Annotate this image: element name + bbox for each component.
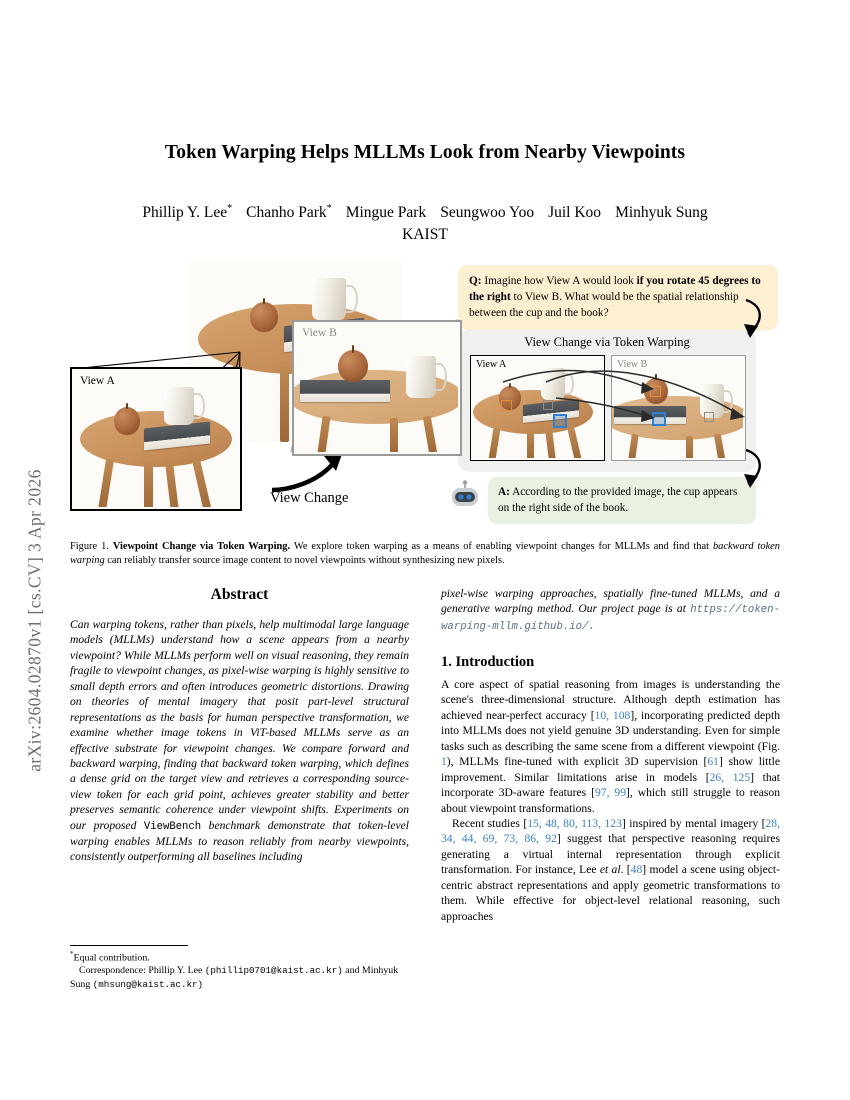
- question-prefix: Q:: [469, 274, 482, 287]
- footnote: [70, 945, 409, 991]
- question-text-bold: if you rotate 45 degrees to the right: [469, 274, 761, 303]
- answer-text: According to the provided image, the cup appears on the right side of the book.: [498, 485, 738, 514]
- caption-text-1: We explore token warping as a means of enabling viewpoint changes for MLLMs and find that: [290, 540, 713, 552]
- caption-italic: backward token warping: [70, 540, 780, 567]
- token-correspondence-arrows: [458, 330, 756, 472]
- view-change-arrow-icon: [266, 450, 356, 496]
- question-text-2: to View B. What would be the spatial relationship between the cup and the book?: [469, 290, 739, 319]
- book-object: [300, 380, 390, 402]
- figure-caption: [70, 540, 780, 569]
- author: Juil Koo: [548, 204, 602, 222]
- author: Minhyuk Sung: [615, 204, 708, 222]
- author-mark: *: [227, 203, 233, 214]
- view-b-label: View B: [302, 326, 337, 339]
- paper-page: [70, 0, 780, 1100]
- caption-number: Figure 1.: [70, 540, 109, 552]
- citation[interactable]: 48: [630, 863, 643, 877]
- token-warping-panel: [458, 330, 756, 472]
- section-heading-introduction: 1. Introduction: [441, 653, 535, 670]
- question-text-1: Imagine how View A would look: [481, 274, 637, 287]
- author: Mingue Park: [345, 204, 427, 222]
- citation[interactable]: 61: [707, 755, 719, 769]
- page-title: Token Warping Helps MLLMs Look from Nearby Viewpoints: [164, 142, 686, 163]
- author: Phillip Y. Lee*: [142, 203, 233, 222]
- email-author-2[interactable]: (mhsung@kaist.ac.kr): [92, 978, 204, 990]
- abstract-heading: Abstract: [210, 585, 269, 603]
- mug-object: [406, 356, 436, 398]
- abstract-p3: pixel-wise warping approaches, spatially fine-tuned MLLMs, and a generative warping method. Our project page is at: [441, 586, 780, 616]
- view-change-label: View Change: [270, 489, 349, 506]
- affiliation: KAIST: [402, 225, 448, 243]
- citation[interactable]: 26, 125: [709, 770, 751, 784]
- mug-object: [164, 387, 194, 425]
- abstract-continuation: [441, 586, 780, 634]
- author: Seungwoo Yoo: [440, 204, 535, 222]
- right-column: [441, 586, 780, 925]
- apple-object: [114, 407, 140, 435]
- view-a-inset: [70, 367, 242, 511]
- project-page-url[interactable]: https://token-warping-mllm.github.io/.: [441, 604, 780, 633]
- answer-prefix: A:: [498, 485, 510, 498]
- citation[interactable]: 1: [441, 755, 447, 769]
- caption-title: Viewpoint Change via Token Warping.: [112, 540, 291, 552]
- footnote-correspondence: Correspondence: Phillip Y. Lee (phillip0701@kaist.ac.kr) and Minhyuk Sung (mhsung@kaist.ac.kr): [70, 965, 399, 990]
- abstract-p1: Can warping tokens, rather than pixels, help multimodal large language models (MLLMs) understand how a scene appears from a nearby viewpoint? While MLLMs perform well on visual reasoning, they remain fragile to viewpoint changes, as pixel-wise warping is highly sensitive to small depth errors and often introduces geometric distortions. Drawing on theories of mental imagery that posit part-level structural representations as the basis for human perspective transformation, we examine whether image tokens in ViT-based MLLMs serve as an effective substrate for viewpoint changes. We compare forward and backward warping, finding that backward token warping, which defines a dense grid on the target view and retrieves a corresponding source-view token for each grid point, achieves greater stability and better preserves semantic coherence under viewpoint shifts. Experiments on our proposed: [70, 617, 409, 832]
- citation[interactable]: 28, 34, 44, 69, 73, 86, 92: [441, 817, 780, 846]
- author-list: [70, 202, 780, 225]
- warp-view-b-label: View B: [617, 358, 648, 370]
- view-a-label: View A: [80, 374, 115, 387]
- left-column: [70, 586, 409, 925]
- warp-view-a-label: View A: [476, 358, 507, 370]
- footnote-rule: [70, 945, 188, 946]
- footnote-equal-contribution: *Equal contribution.: [70, 950, 150, 964]
- caption-text-2: can reliably transfer source image content to novel viewpoints without synthesizing new pixels.: [104, 555, 505, 567]
- teaser-figure: [70, 262, 780, 534]
- citation[interactable]: 97, 99: [594, 786, 627, 800]
- abstract-p2: benchmark demonstrate that token-level warping enables MLLMs to reason reliably from nearby viewpoints, consistently outperforming all baselines including: [70, 818, 409, 864]
- apple-object: [338, 350, 368, 382]
- arxiv-stamp: arXiv:2604.02870v1 [cs.CV] 3 Apr 2026: [24, 469, 45, 772]
- author: Chanho Park*: [246, 203, 332, 222]
- citation[interactable]: 15, 48, 80, 113, 123: [527, 817, 622, 830]
- benchmark-name: ViewBench: [143, 820, 202, 833]
- answer-bubble: [488, 477, 756, 524]
- intro-paragraph-2: Recent studies [15, 48, 80, 113, 123] inspired by mental imagery [28, 34, 44, 69, 73, 86, 92] suggest that perspective reasoning requires generating a virtual internal representation through explicit transformation. For instance, Lee et al. [48] model a scene using object-centric abstract representations and apply geometric transformations to them. While effective for object-level relational reasoning, such approaches: [441, 817, 780, 923]
- question-bubble: [458, 265, 778, 330]
- warp-panel-title: View Change via Token Warping: [524, 334, 690, 349]
- body-columns: [70, 586, 780, 925]
- author-mark: *: [326, 203, 332, 214]
- intro-paragraph-1: A core aspect of spatial reasoning from images is understanding the scene's three-dimensional structure. Although depth estimation has achieved near-perfect accuracy [10, 108], incorporating predicted depth into MLLMs does not yield genuine 3D understanding. Even for simple tasks such as describing the same scene from a different viewpoint (Fig. 1), MLLMs fine-tuned with explicit 3D supervision [61] show little improvement. Similar limitations arise in models [26, 125] that incorporate 3D-aware features [97, 99], which still struggle to reason about viewpoint transformations.: [441, 677, 781, 815]
- abstract-text: [70, 617, 409, 865]
- view-b-inset: [292, 320, 462, 456]
- citation[interactable]: 10, 108: [594, 708, 631, 722]
- email-author-1[interactable]: (phillip0701@kaist.ac.kr): [204, 965, 343, 977]
